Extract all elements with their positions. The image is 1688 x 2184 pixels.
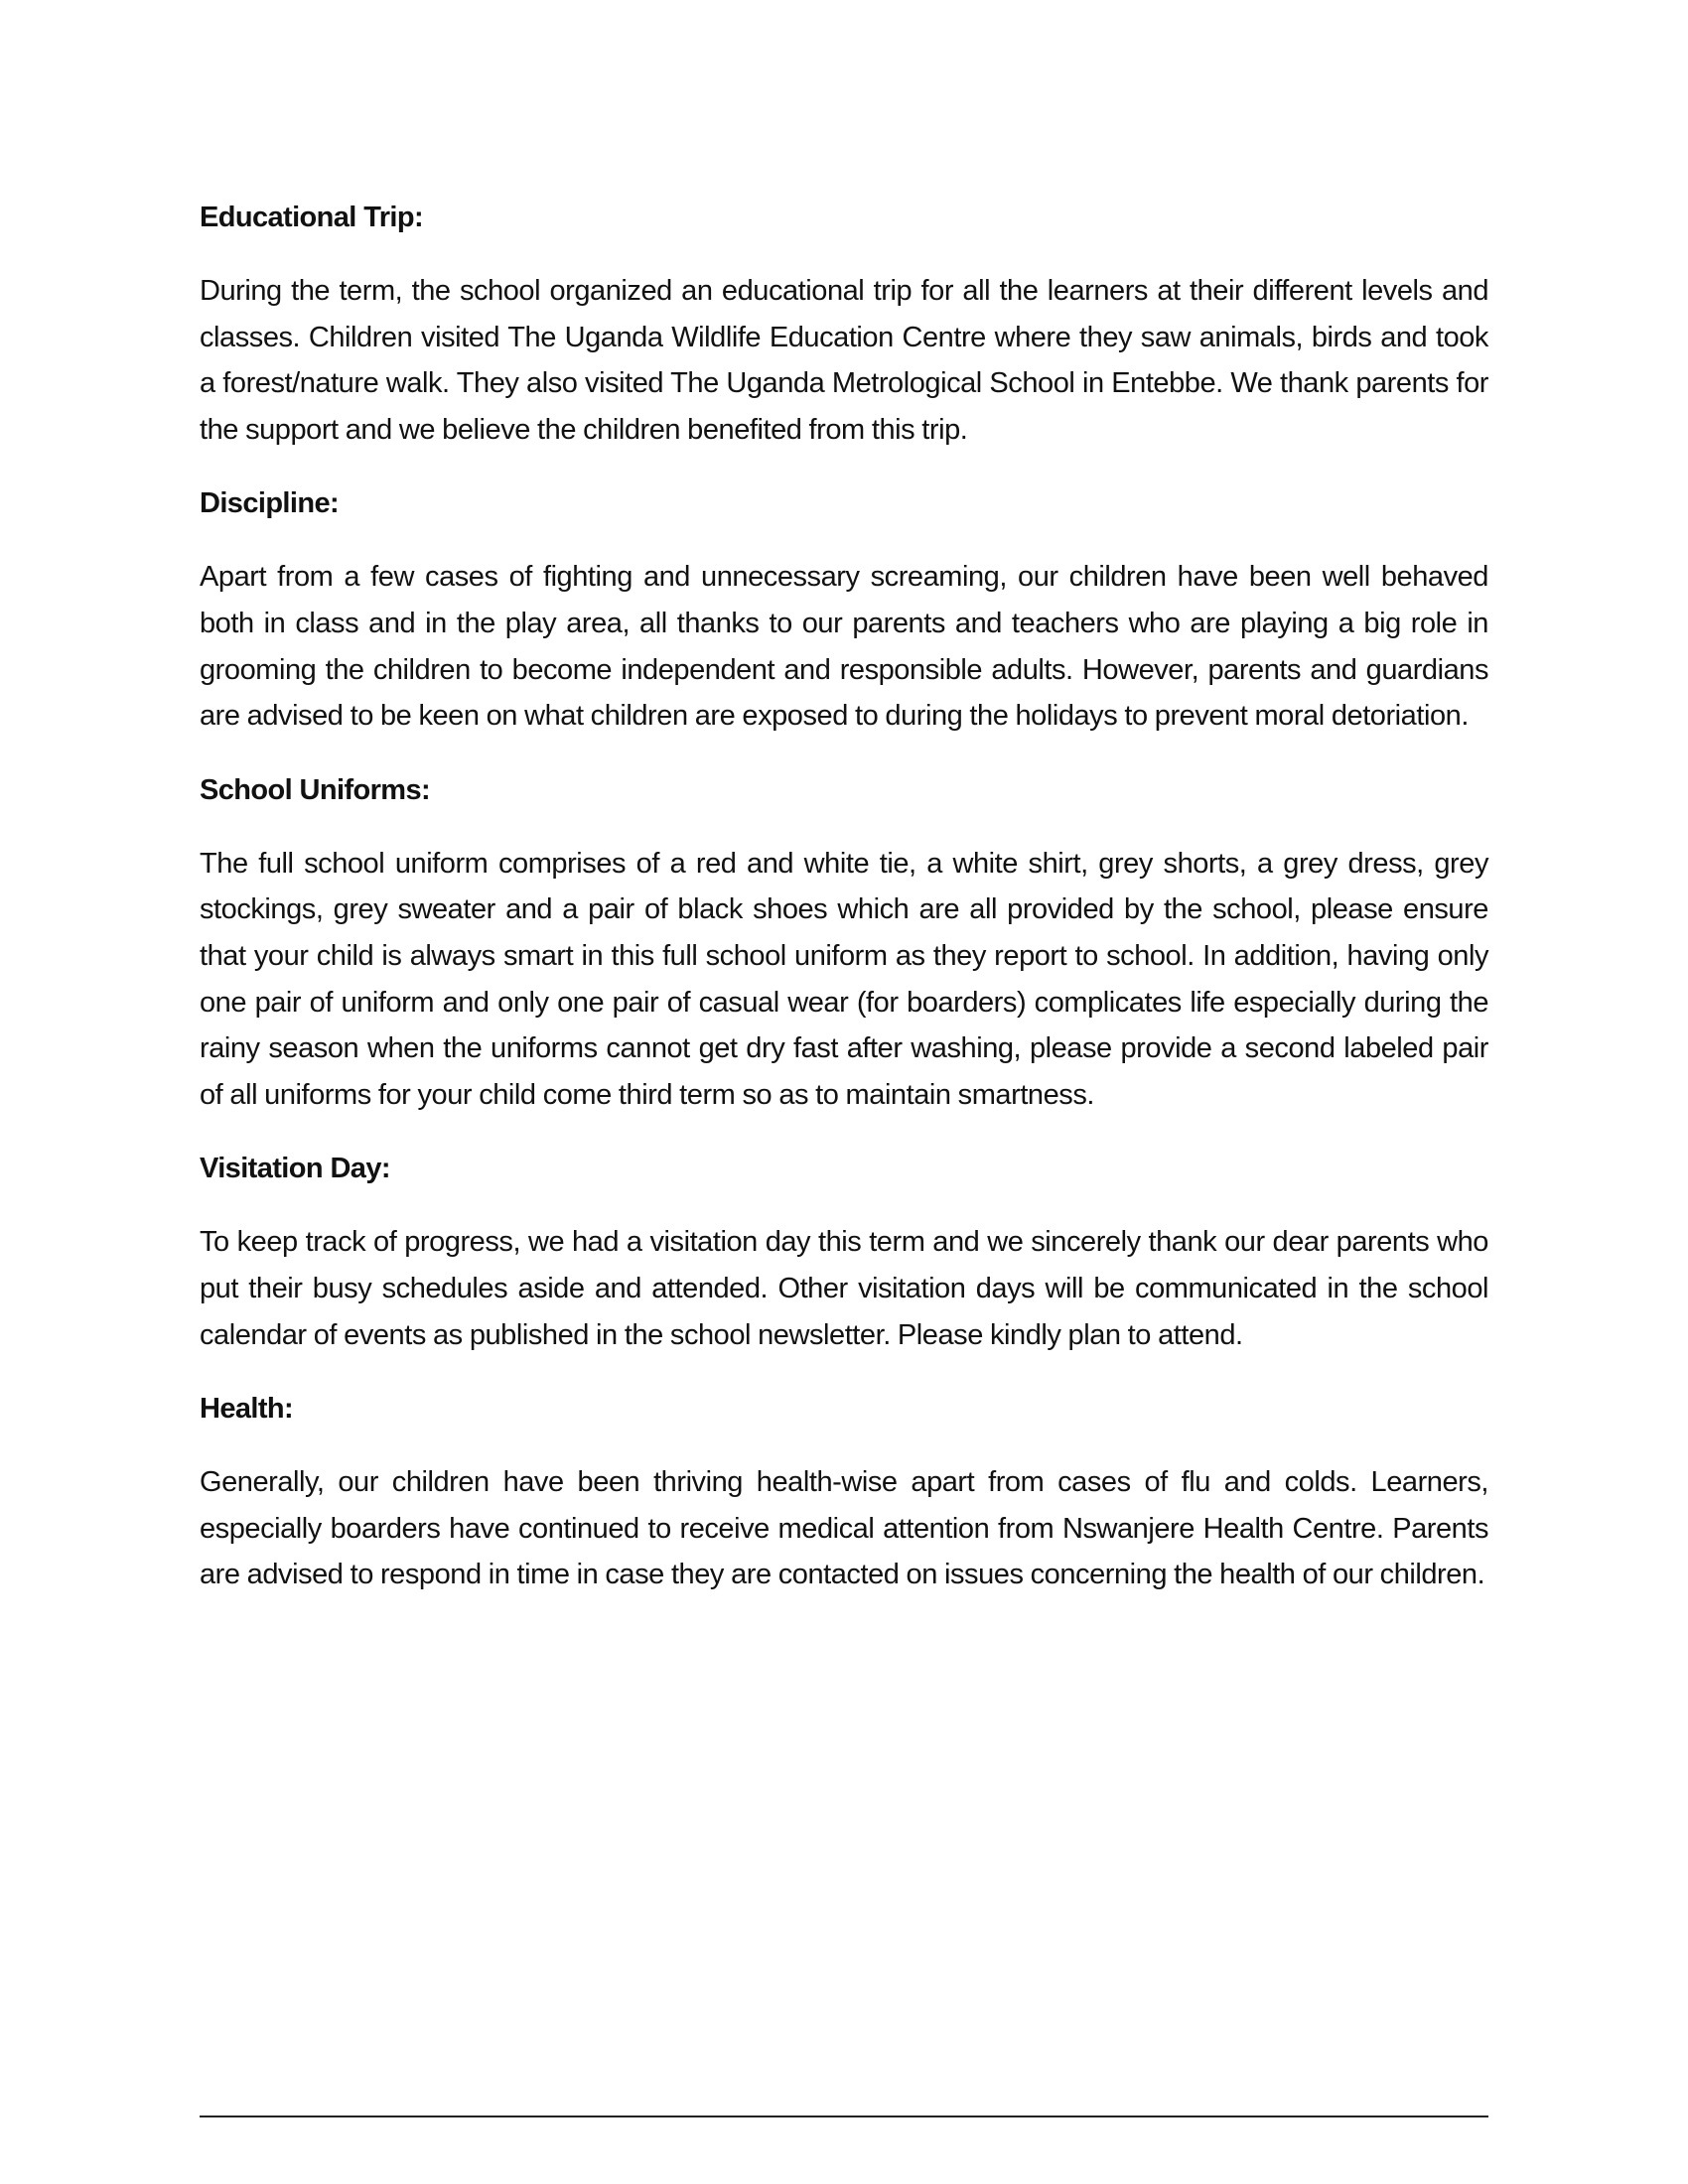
section-body: The full school uniform comprises of a red and white tie, a white shirt, grey shorts, a grey dress, grey stockings, grey sweater and a pair of black shoes which are all provided by the school, please ensure that your child is always smart in this full school uniform as they report to school. In addition, having only one pair of uniform and only one pair of casual wear (for boarders) complicates life especially during the rainy season when the uniforms cannot get dry fast after washing, please provide a second labeled pair of all uniforms for your child come third term so as to maintain smartness.: [200, 847, 1488, 1111]
section-discipline: [200, 480, 1488, 739]
section-educational-trip: [200, 195, 1488, 453]
section-heading: Discipline:: [200, 487, 340, 520]
section-heading: Health:: [200, 1393, 294, 1426]
document-page: [200, 195, 1488, 1626]
section-heading: Visitation Day:: [200, 1153, 390, 1185]
section-visitation-day: [200, 1146, 1488, 1358]
section-heading: Educational Trip:: [200, 202, 424, 233]
section-body: Generally, our children have been thriving health-wise apart from cases of flu and colds. Learners, especially boarders have continued to receive medical attention from Nswanjere Health Centre. Parents are advised to respond in time in case they are contacted on issues concerning the health of our children.: [200, 1466, 1488, 1591]
section-school-uniforms: [200, 767, 1488, 1119]
section-body: Apart from a few cases of fighting and unnecessary screaming, our children have been well behaved both in class and in the play area, all thanks to our parents and teachers who are playing a big role in grooming the children to become independent and responsible adults. However, parents and guardians are advised to be keen on what children are exposed to during the holidays to prevent moral detoriation.: [200, 561, 1488, 733]
section-body: During the term, the school organized an educational trip for all the learners at their different levels and classes. Children visited The Uganda Wildlife Education Centre where they saw animals, birds and took a forest/nature walk. They also visited The Uganda Metrological School in Entebbe. We thank parents for the support and we believe the children benefited from this trip.: [200, 275, 1488, 446]
section-heading: School Uniforms:: [200, 773, 431, 806]
section-health: [200, 1386, 1488, 1598]
footer-divider: [200, 2116, 1488, 2117]
section-body: To keep track of progress, we had a visitation day this term and we sincerely thank our dear parents who put their busy schedules aside and attended. Other visitation days will be communicated in the school calendar of events as published in the school newsletter. Please kindly plan to attend.: [200, 1226, 1488, 1351]
